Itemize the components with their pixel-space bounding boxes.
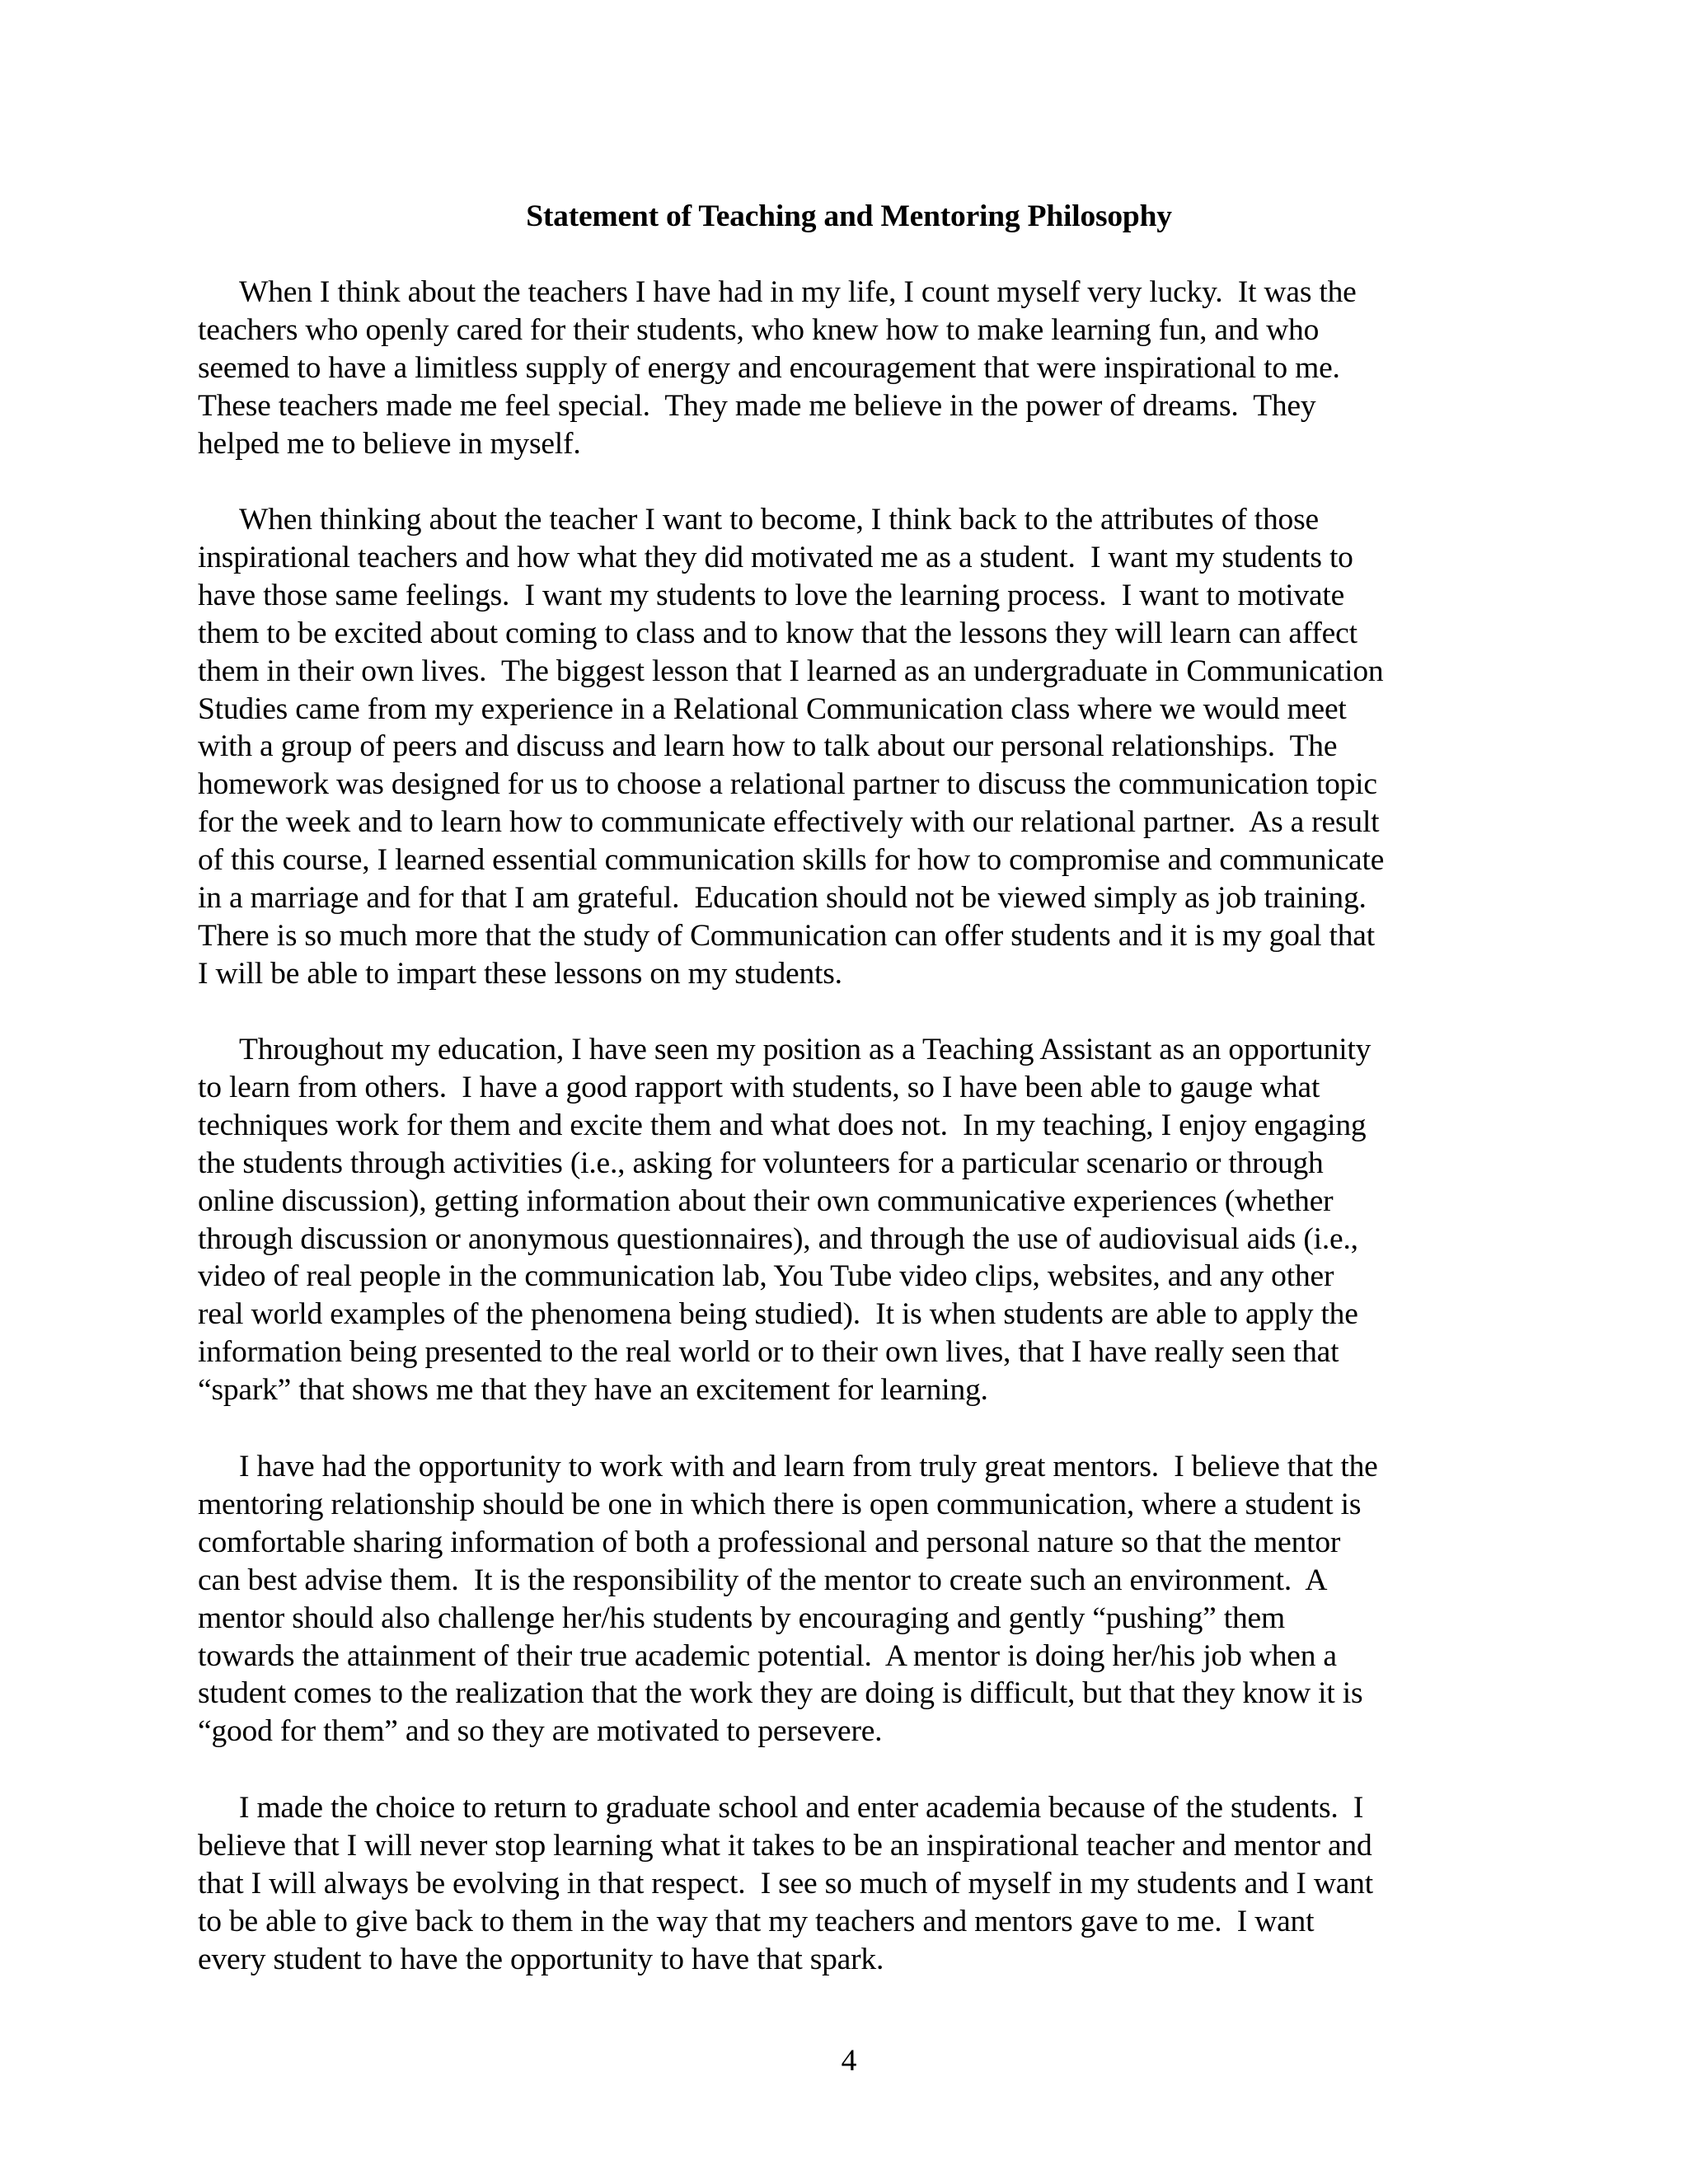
paragraph-line: comfortable sharing information of both a professional and personal nature so that the mentor <box>198 1525 1341 1559</box>
paragraph-line: video of real people in the communication lab, You Tube video clips, websites, and any other <box>198 1259 1334 1294</box>
paragraph-line: I have had the opportunity to work with and learn from truly great mentors. I believe that the <box>239 1450 1378 1483</box>
paragraph-line: There is so much more that the study of Communication can offer students and it is my goal that <box>198 918 1375 953</box>
paragraph-line: them in their own lives. The biggest lesson that I learned as an undergraduate in Communication <box>198 654 1384 688</box>
paragraph-line: When I think about the teachers I have had in my life, I count myself very lucky. It was the <box>239 275 1357 309</box>
paragraph-line: them to be excited about coming to class and to know that the lessons they will learn can affect <box>198 616 1357 650</box>
paragraph-line: techniques work for them and excite them and what does not. In my teaching, I enjoy engaging <box>198 1108 1367 1142</box>
paragraph-line: can best advise them. It is the responsibility of the mentor to create such an environment. A <box>198 1563 1328 1597</box>
paragraph-2 <box>198 501 1500 993</box>
paragraph-line: with a group of peers and discuss and learn how to talk about our personal relationships. The <box>198 729 1338 764</box>
paragraph-3 <box>198 1031 1500 1409</box>
paragraph-line: “good for them” and so they are motivated to persevere. <box>198 1714 883 1749</box>
paragraph-line: of this course, I learned essential communication skills for how to compromise and communicate <box>198 843 1385 878</box>
paragraph-line: online discussion), getting information about their own communicative experiences (whether <box>198 1183 1334 1218</box>
paragraph-line: When thinking about the teacher I want to become, I think back to the attributes of those <box>239 503 1319 537</box>
paragraph-line: student comes to the realization that the work they are doing is difficult, but that they know it is <box>198 1676 1363 1711</box>
paragraph-line: in a marriage and for that I am grateful. Education should not be viewed simply as job training. <box>198 881 1367 916</box>
paragraph-line: seemed to have a limitless supply of energy and encouragement that were inspirational to me. <box>198 350 1340 385</box>
paragraph-line: Studies came from my experience in a Relational Communication class where we would meet <box>198 691 1347 726</box>
paragraph-4 <box>198 1448 1500 1750</box>
paragraph-line: mentor should also challenge her/his students by encouraging and gently “pushing” them <box>198 1601 1285 1635</box>
paragraph-line: I will be able to impart these lessons on my students. <box>198 956 842 991</box>
paragraph-line: helped me to believe in myself. <box>198 426 581 461</box>
paragraph-line: every student to have the opportunity to have that spark. <box>198 1942 884 1976</box>
document-page <box>198 0 1500 2184</box>
paragraph-line: have those same feelings. I want my students to love the learning process. I want to motivate <box>198 578 1345 612</box>
paragraph-line: for the week and to learn how to communicate effectively with our relational partner. As a result <box>198 805 1380 840</box>
paragraph-line: mentoring relationship should be one in which there is open communication, where a student is <box>198 1487 1362 1521</box>
paragraph-line: the students through activities (i.e., asking for volunteers for a particular scenario or through <box>198 1146 1324 1180</box>
paragraph-line: “spark” that shows me that they have an excitement for learning. <box>198 1373 988 1408</box>
paragraph-line: information being presented to the real world or to their own lives, that I have really seen that <box>198 1335 1339 1370</box>
paragraph-line: to learn from others. I have a good rapport with students, so I have been able to gauge what <box>198 1070 1320 1104</box>
paragraph-line: inspirational teachers and how what they did motivated me as a student. I want my students to <box>198 540 1353 574</box>
paragraph-line: homework was designed for us to choose a relational partner to discuss the communication topic <box>198 767 1377 802</box>
paragraph-line: towards the attainment of their true academic potential. A mentor is doing her/his job when a <box>198 1638 1337 1673</box>
paragraph-line: Throughout my education, I have seen my position as a Teaching Assistant as an opportunity <box>239 1033 1372 1066</box>
paragraph-line: I made the choice to return to graduate school and enter academia because of the students. I <box>239 1791 1364 1825</box>
paragraph-1 <box>198 274 1500 463</box>
paragraph-line: to be able to give back to them in the way that my teachers and mentors gave to me. I want <box>198 1904 1315 1938</box>
paragraph-line: believe that I will never stop learning what it takes to be an inspirational teacher and mentor and <box>198 1828 1372 1863</box>
paragraph-line: through discussion or anonymous questionnaires), and through the use of audiovisual aids (i.e., <box>198 1221 1358 1256</box>
paragraph-line: real world examples of the phenomena being studied). It is when students are able to apply the <box>198 1297 1358 1332</box>
paragraph-5 <box>198 1789 1500 1979</box>
page-number: 4 <box>841 2044 857 2078</box>
paragraph-line: These teachers made me feel special. They made me believe in the power of dreams. They <box>198 388 1316 423</box>
paragraph-line: teachers who openly cared for their students, who knew how to make learning fun, and who <box>198 312 1320 347</box>
paragraph-line: that I will always be evolving in that respect. I see so much of myself in my students and I want <box>198 1866 1373 1900</box>
document-title: Statement of Teaching and Mentoring Philosophy <box>526 199 1172 233</box>
